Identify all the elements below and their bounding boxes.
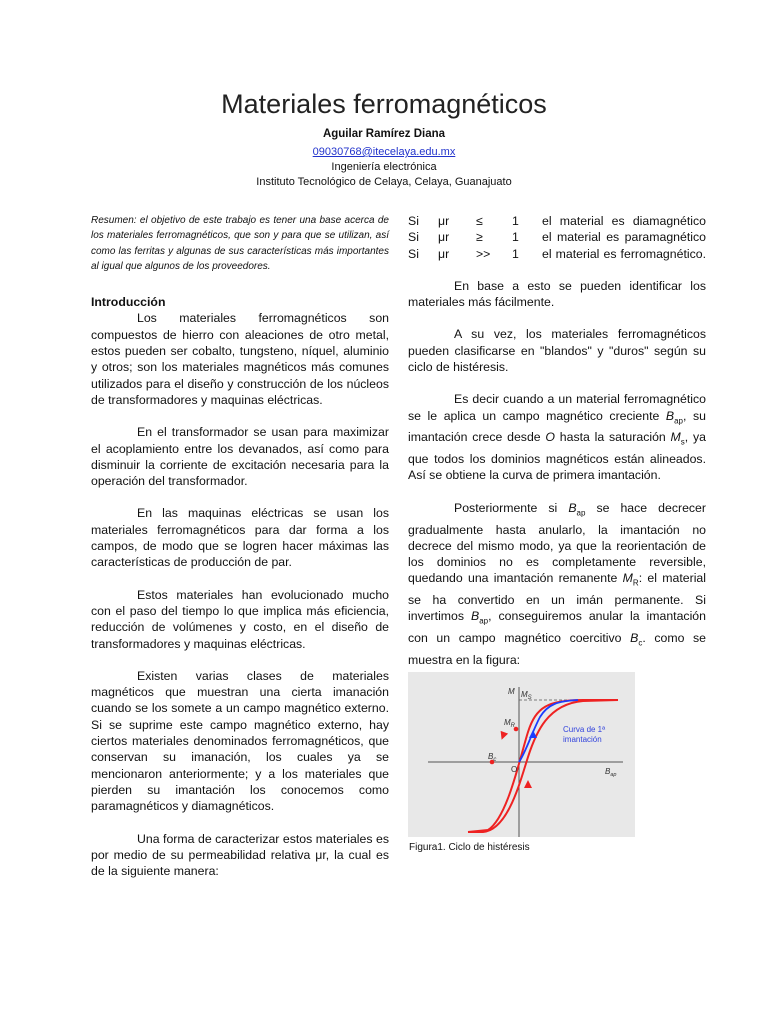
curve-label-line1: Curva de 1ª bbox=[563, 725, 606, 734]
arrow-up-icon bbox=[529, 730, 537, 738]
label-ms-main: M bbox=[521, 690, 528, 699]
arrow-down-icon bbox=[498, 731, 508, 741]
paragraph: En el transformador se usan para maximizar el acoplamiento entre los devanados, así como para disminuir la corriente de excitación necesaria para la operación del transformador. bbox=[91, 425, 389, 489]
symbol-b: B bbox=[630, 631, 639, 646]
symbol-sub: R bbox=[632, 578, 639, 588]
symbol-b: B bbox=[665, 408, 675, 423]
paragraph: Existen varias clases de materiales magnéticos que muestran una cierta imanación cuando se los somete a un campo magnético externo. Si se suprime este campo magnético externo, hay ciertos materiales denominados ferromagnéticos, que conservan su imanación, los cuales ya se mencionaron anteriormente; y a los materiales que pierden su imantación los conocemos como paramagnéticos y diamagnéticos. bbox=[91, 668, 389, 814]
paragraph-hysteresis bbox=[408, 500, 706, 668]
paragraph: Los materiales ferromagnéticos son compuestos de hierro con aleaciones de otro metal, estos pueden ser cobalto, tungsteno, níquel, aluminio y otros; son los materiales magnéticos más comunes utilizados para el diseño y construcción de los núcleos de transformadores y maquinas eléctricas. bbox=[91, 311, 389, 407]
paragraph: En las maquinas eléctricas se usan los materiales ferromagnéticos para dar forma a los campos, de modo que se logren hacer máximas las características de producción de par. bbox=[91, 506, 389, 570]
label-bc-main: B bbox=[488, 752, 494, 761]
formula-line bbox=[408, 246, 706, 262]
symbol-sub: s bbox=[680, 437, 685, 447]
intro-heading: Introducción bbox=[91, 295, 166, 310]
label-m: M bbox=[508, 687, 515, 696]
text-run: , su imantación crece desde bbox=[408, 408, 706, 445]
text-run: Es decir cuando a un material ferromagnético se le aplica un campo magnético creciente bbox=[408, 392, 706, 423]
formula-result: el material es ferromagnético. bbox=[542, 246, 706, 261]
paragraph-magnetization bbox=[408, 391, 706, 483]
left-column bbox=[91, 213, 389, 895]
text-run: : el material se ha convertido en un imán permanente. Si invertimos bbox=[408, 571, 706, 624]
formula-line bbox=[408, 213, 706, 229]
formula-mu: μr bbox=[438, 230, 450, 245]
formula-op: ≤ bbox=[476, 214, 483, 228]
formula-op: >> bbox=[476, 246, 491, 261]
label-bc-sub: c bbox=[493, 757, 497, 763]
institution: Instituto Tecnológico de Celaya, Celaya, Guanajuato bbox=[256, 176, 512, 188]
formula-si: Si bbox=[408, 246, 419, 261]
formula-one: 1 bbox=[512, 214, 519, 228]
label-ms bbox=[521, 690, 532, 701]
paragraph: En base a esto se pueden identificar los materiales más fácilmente. bbox=[408, 278, 706, 310]
label-mr bbox=[504, 718, 516, 729]
author-name: Aguilar Ramírez Diana bbox=[322, 128, 446, 140]
paper-title: Materiales ferromagnéticos bbox=[221, 89, 547, 119]
abstract: Resumen: el objetivo de este trabajo es tener una base acerca de los materiales ferromagnéticos, que son y para que se utilizan, así como las ferritas y algunas de sus características más importantes al igual que algunos de los proveedores. bbox=[91, 215, 389, 272]
hysteresis-diagram bbox=[408, 672, 635, 837]
formula-op: ≥ bbox=[476, 230, 483, 245]
text-run: , ya que todos los dominios magnéticos están alineados. Así se obtiene la curva de primera imantación. bbox=[408, 430, 706, 483]
formula-si: Si bbox=[408, 230, 419, 245]
label-bap-main: B bbox=[605, 767, 611, 776]
formula-result: el material es diamagnético bbox=[542, 214, 706, 228]
symbol-b: B bbox=[471, 609, 480, 624]
symbol-sub: c bbox=[638, 638, 643, 648]
label-bap-sub: ap bbox=[610, 772, 617, 778]
formula-mu: μr bbox=[438, 214, 450, 228]
label-origin: O bbox=[511, 765, 518, 774]
symbol-sub: ap bbox=[576, 508, 586, 518]
formula-line bbox=[408, 229, 706, 245]
label-ms-sub: S bbox=[527, 695, 532, 701]
symbol-b: B bbox=[568, 500, 577, 515]
text-run: . como se muestra en la figura: bbox=[408, 631, 706, 667]
paper-header bbox=[0, 84, 768, 190]
hysteresis-ascending-branch bbox=[468, 700, 618, 832]
paragraph: Una forma de caracterizar estos materiales es por medio de su permeabilidad relativa μr, la cual es de la siguiente manera: bbox=[91, 831, 389, 879]
symbol-sub: ap bbox=[479, 616, 489, 626]
text-run: Posteriormente si bbox=[454, 500, 569, 515]
text-run: , conseguiremos anular la imantación con un campo magnético coercitivo bbox=[408, 609, 706, 646]
formula-one: 1 bbox=[512, 230, 519, 245]
paragraph: Estos materiales han evolucionado mucho con el paso del tiempo lo que implica más eficiencia, reducción de volúmenes y costo, en el diseño de transformadores y maquinas eléctricas. bbox=[91, 587, 389, 651]
paragraph: A su vez, los materiales ferromagnéticos pueden clasificarse en "blandos" y "duros" según su ciclo de histéresis. bbox=[408, 327, 706, 375]
hysteresis-figure bbox=[408, 672, 635, 837]
arrow-up-icon bbox=[524, 780, 532, 788]
department: Ingeniería electrónica bbox=[331, 161, 437, 173]
label-mr-sub: R bbox=[510, 723, 516, 729]
figure-caption: Figura1. Ciclo de histéresis bbox=[409, 842, 530, 853]
right-column bbox=[408, 213, 706, 684]
label-mr-main: M bbox=[504, 718, 511, 727]
label-bap bbox=[605, 767, 616, 778]
permeability-formulas bbox=[408, 213, 706, 262]
curve-label-line2: imantación bbox=[563, 735, 602, 744]
symbol-o: O bbox=[545, 430, 555, 445]
text-run: hasta la saturación bbox=[555, 430, 671, 445]
symbol-sub: ap bbox=[674, 416, 684, 426]
formula-result: el material es paramagnético bbox=[542, 230, 706, 245]
symbol-m: M bbox=[670, 430, 681, 445]
hysteresis-descending-branch bbox=[468, 700, 618, 832]
author-email-link[interactable]: 09030768@itecelaya.edu.mx bbox=[312, 146, 456, 158]
formula-one: 1 bbox=[512, 246, 519, 261]
symbol-m: M bbox=[622, 571, 633, 586]
formula-mu: μr bbox=[438, 246, 450, 261]
text-run: se hace decrecer gradualmente hasta anularlo, la imantación no decrece del mismo modo, ya que la reorientación de los dominios no es completamente reversible, quedando una imantación remanente bbox=[408, 500, 706, 586]
formula-si: Si bbox=[408, 214, 419, 228]
